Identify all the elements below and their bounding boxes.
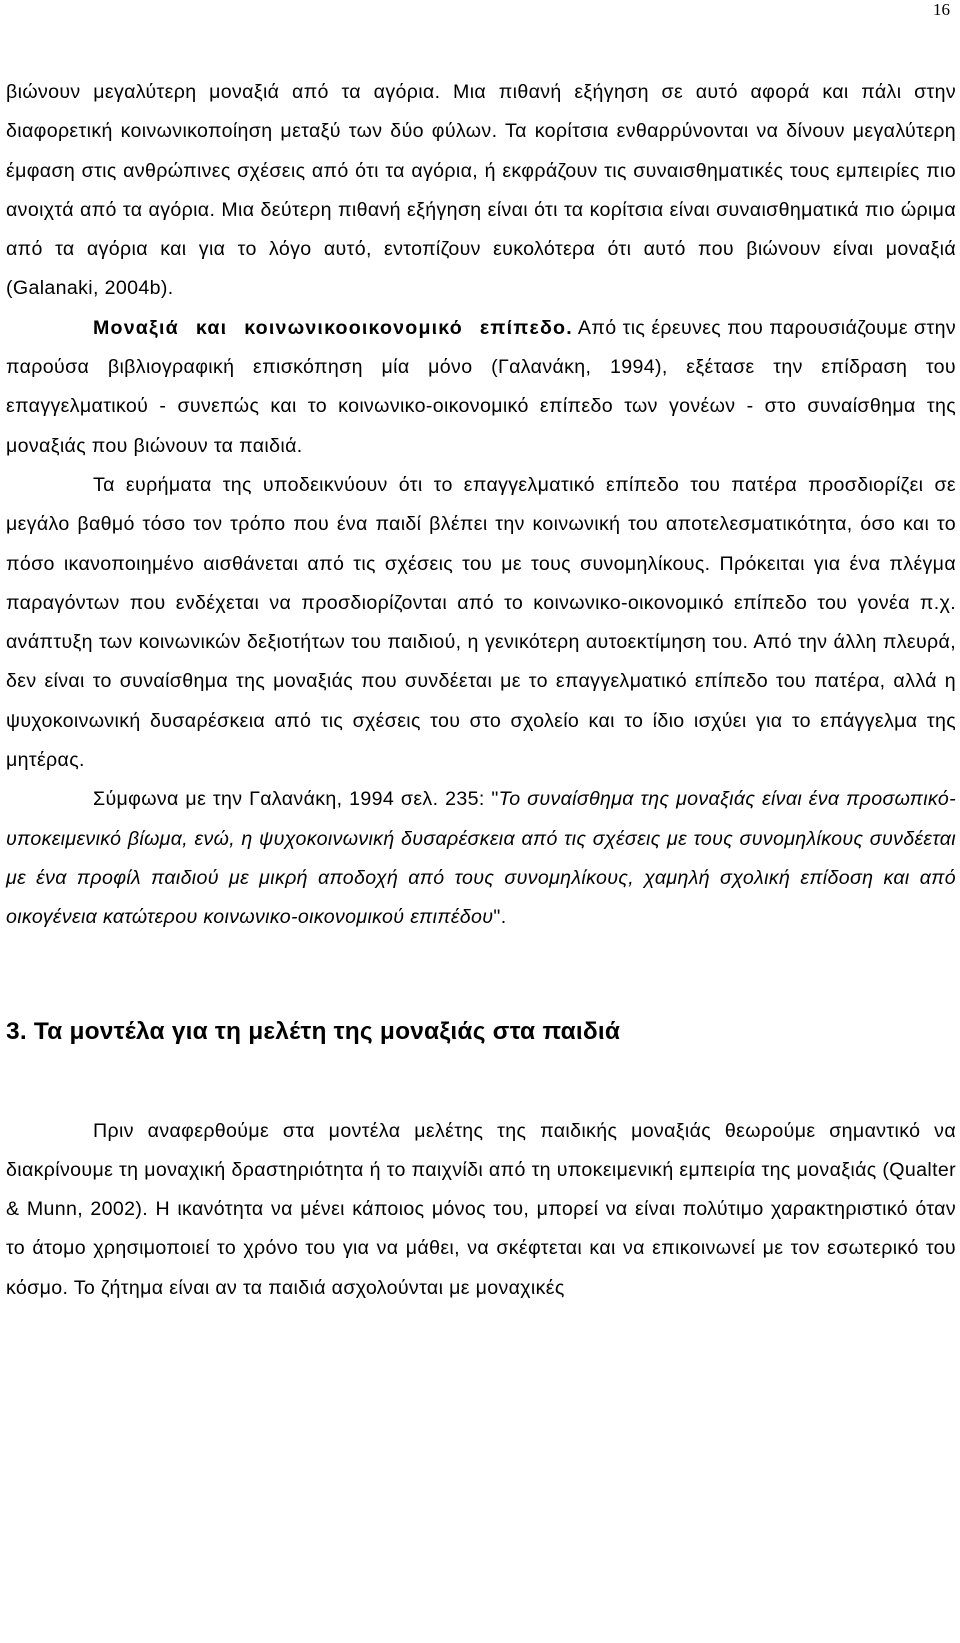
page-number: 16: [933, 0, 950, 19]
quote-lead: Σύμφωνα με την Γαλανάκη, 1994 σελ. 235: ": [93, 788, 499, 811]
document-body: [6, 73, 956, 1308]
quote-tail: ".: [493, 906, 507, 929]
paragraph-gender-differences: βιώνουν μεγαλύτερη μοναξιά από τα αγόρια. Μια πιθανή εξήγηση σε αυτό αφορά και πάλι στην διαφορετική κοινωνικοποίηση μεταξύ των δύο φύλων. Τα κορίτσια ενθαρρύνονται να δίνουν μεγαλύτερη έμφαση στις ανθρώπινες σχέσεις από ότι τα αγόρια, ή εκφράζουν τις συναισθηματικές τους εμπειρίες πιο ανοιχτά από τα αγόρια. Μια δεύτερη πιθανή εξήγηση είναι ότι τα κορίτσια είναι συναισθηματικά πιο ώριμα από τα αγόρια και για το λόγο αυτό, εντοπίζουν ευκολότερα ότι αυτό που βιώνουν είναι μοναξιά (Galanaki, 2004b).: [6, 81, 956, 300]
paragraph-findings: Τα ευρήματα της υποδεικνύουν ότι το επαγγελματικό επίπεδο του πατέρα προσδιορίζει σε μεγάλο βαθμό τόσο τον τρόπο που ένα παιδί βλέπει την κοινωνική του αποτελεσματικότητα, όσο και το πόσο ικανοποιημένο αισθάνεται από τις σχέσεις του με τους συνομηλίκους. Πρόκειται για ένα πλέγμα παραγόντων που ενδέχεται να προσδιορίζονται από το κοινωνικο-οικονομικό επίπεδο του γονέα π.χ. ανάπτυξη των κοινωνικών δεξιοτήτων του παιδιού, η γενικότερη αυτοεκτίμηση του. Από την άλλη πλευρά, δεν είναι το συναίσθημα της μοναξιάς που συνδέεται με το επαγγελματικό επίπεδο του πατέρα, αλλά η ψυχοκοινωνική δυσαρέσκεια από τις σχέσεις του στο σχολείο και το ίδιο ισχύει για το επάγγελμα της μητέρας.: [6, 473, 956, 772]
section-heading: 3. Τα μοντέλα για τη μελέτη της μοναξιάς στα παιδιά: [6, 1017, 621, 1045]
subsection-heading: Μοναξιά και κοινωνικοοικονομικό επίπεδο.: [93, 316, 573, 339]
paragraph-quote: [6, 780, 956, 937]
paragraph-socioeconomic: [6, 309, 956, 466]
paragraph-socioeconomic-text: Από τις έρευνες που παρουσιάζουμε στην παρούσα βιβλιογραφική επισκόπηση μία μόνο (Γαλανάκη, 1994), εξέτασε την επίδραση του επαγγελματικού - συνεπώς και το κοινωνικο-οικονομικό επίπεδο των γονέων - στο συναίσθημα της μοναξιάς που βιώνουν τα παιδιά.: [6, 316, 956, 457]
paragraph-models-intro: Πριν αναφερθούμε στα μοντέλα μελέτης της παιδικής μοναξιάς θεωρούμε σημαντικό να διακρίνουμε τη μοναχική δραστηριότητα ή το παιχνίδι από τη υποκειμενική εμπειρία της μοναξιάς (Qualter & Munn, 2002). Η ικανότητα να μένει κάποιος μόνος του, μπορεί να είναι πολύτιμο χαρακτηριστικό όταν το άτομο χρησιμοποιεί το χρόνο του για να μάθει, να σκέφτεται και να επικοινωνεί με τον εσωτερικό του κόσμο. Το ζήτημα είναι αν τα παιδιά ασχολούνται με μοναχικές: [6, 1119, 956, 1299]
quote-text: Το συναίσθημα της μοναξιάς είναι ένα προσωπικό-υποκειμενικό βίωμα, ενώ, η ψυχοκοινωνική δυσαρέσκεια από τις σχέσεις με τους συνομηλίκους συνδέεται με ένα προφίλ παιδιού με μικρή αποδοχή από τους συνομηλίκους, χαμηλή σχολική επίδοση και από οικογένεια κατώτερου κοινωνικο-οικονομικού επιπέδου: [6, 788, 956, 929]
